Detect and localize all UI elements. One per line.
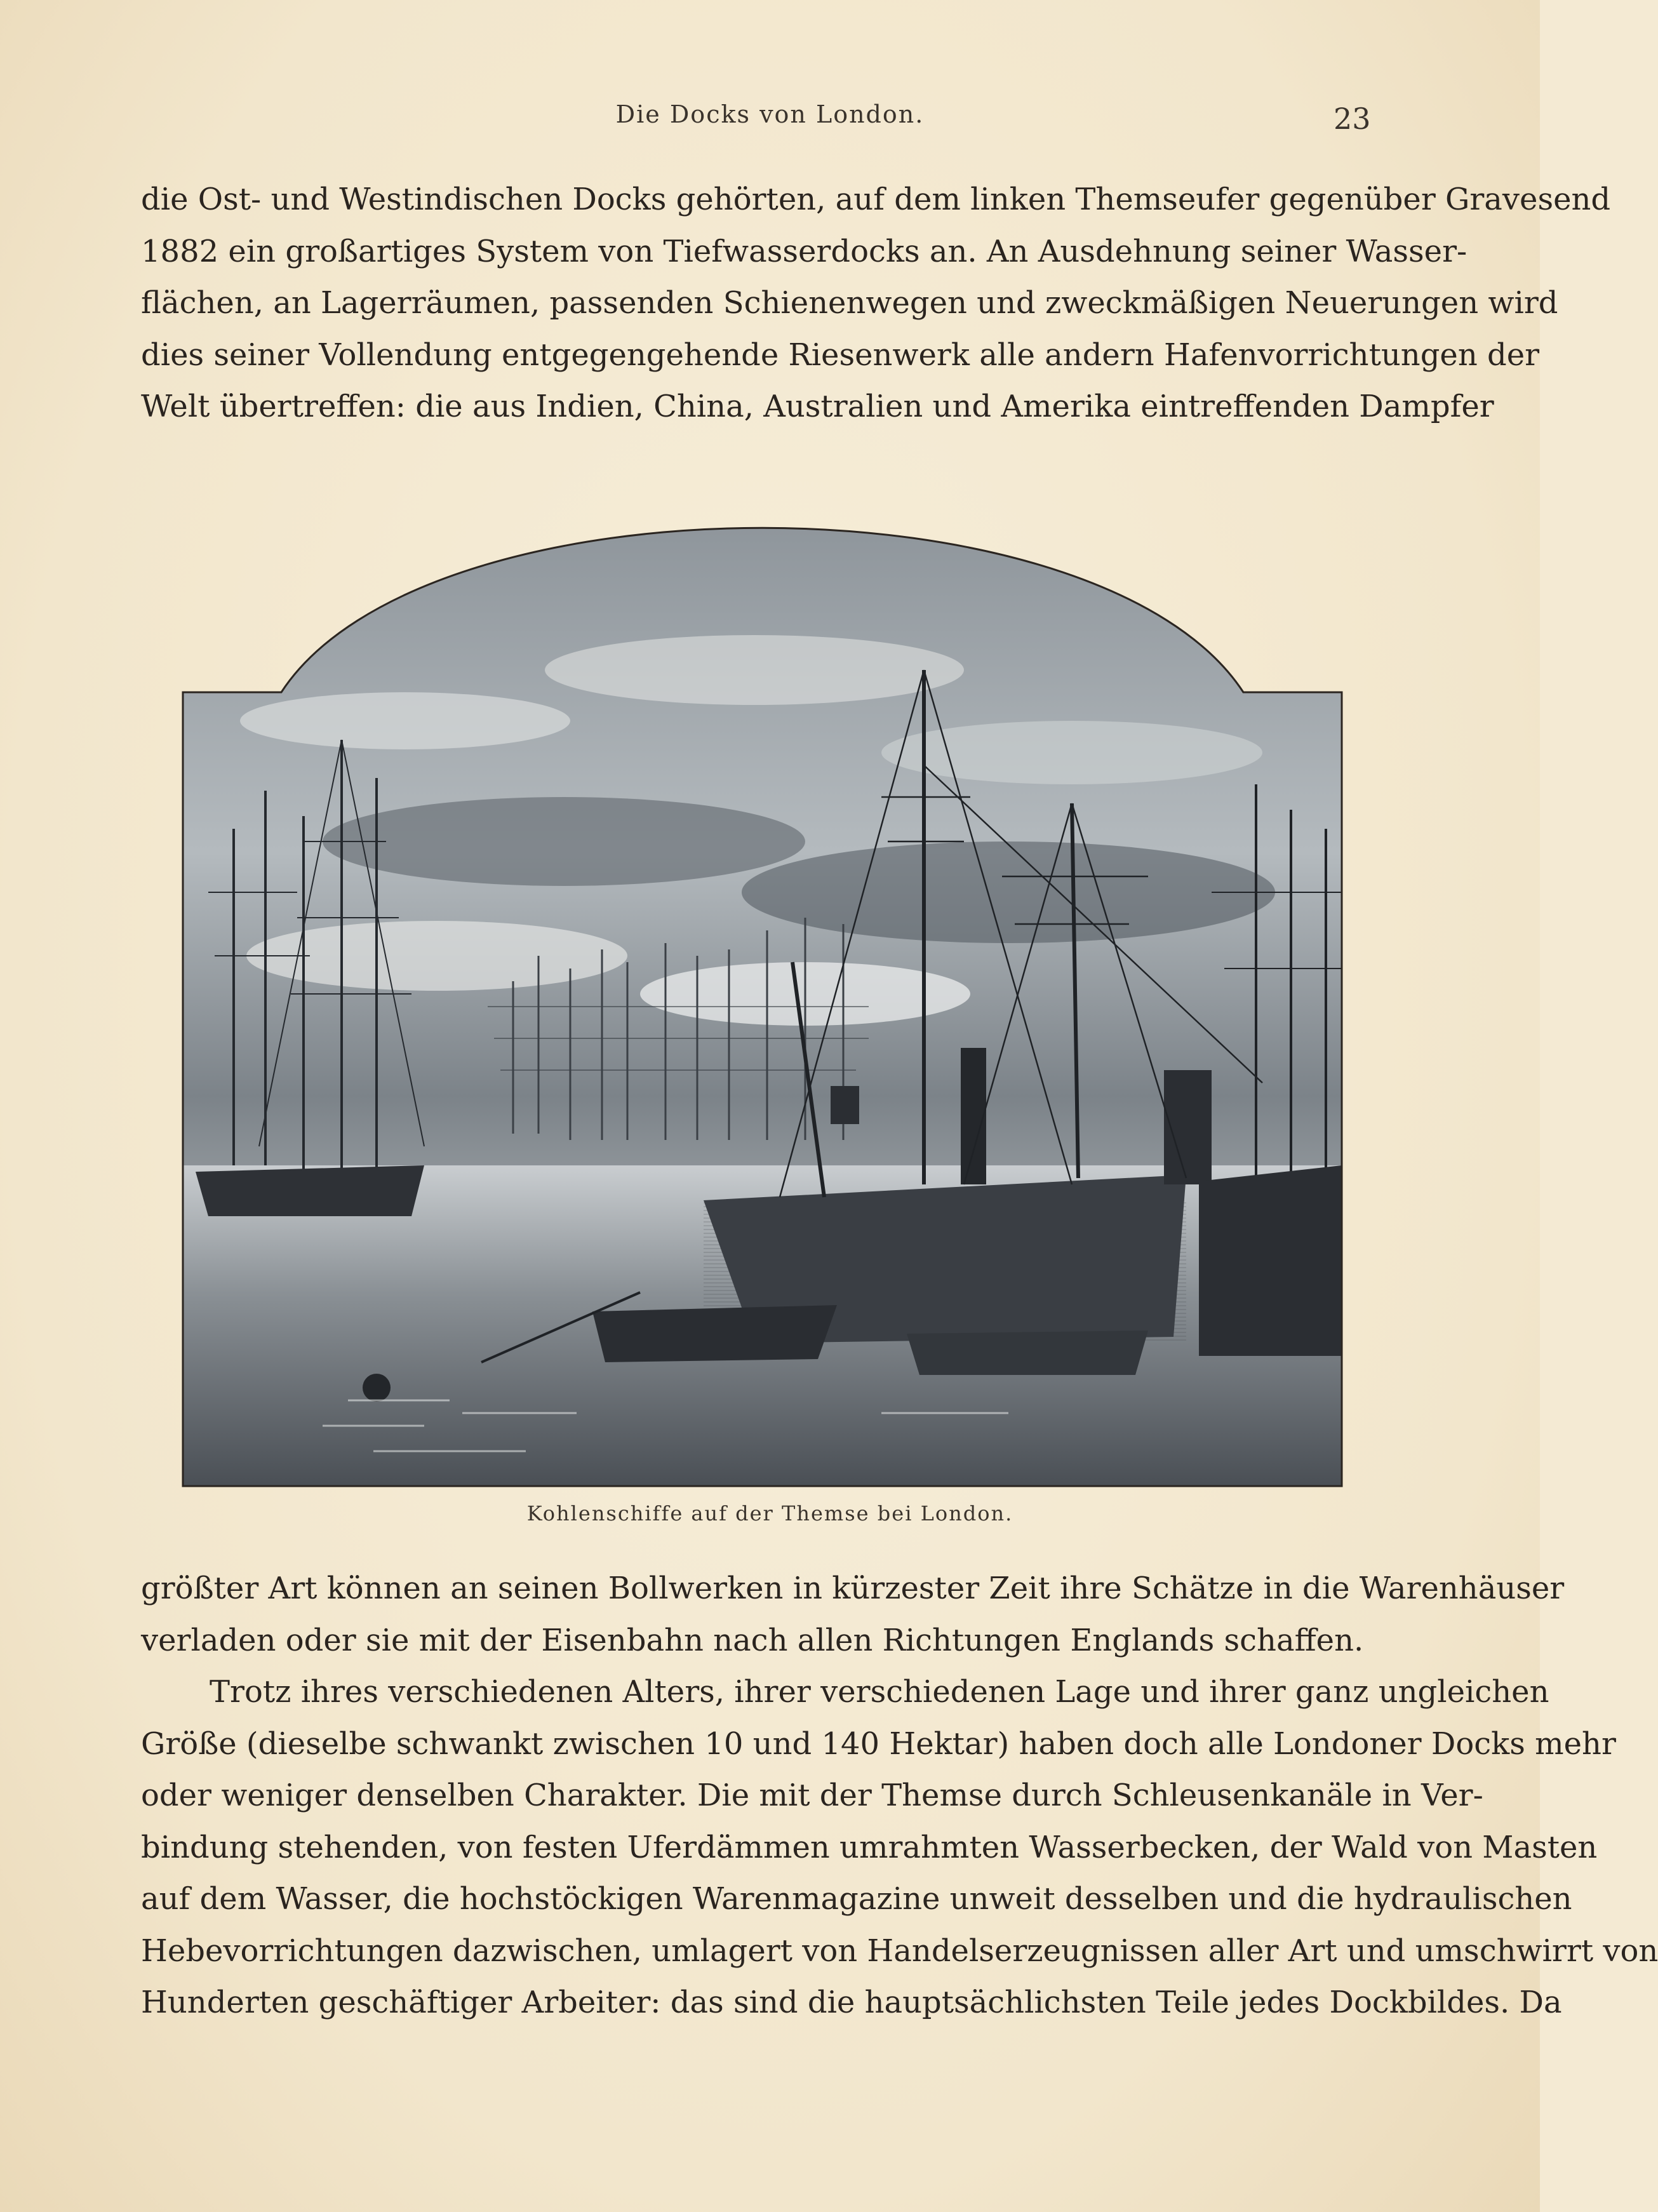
text-line: 1882 ein großartiges System von Tiefwasserdocks an. An Ausdehnung seiner Wasser- <box>141 233 1467 269</box>
figure-caption: Kohlenschiffe auf der Themse bei London. <box>526 1501 1013 1525</box>
text-line: Hunderten geschäftiger Arbeiter: das sind die hauptsächlichsten Teile jedes Dockbildes. Da <box>141 1985 1562 2020</box>
text-line: bindung stehenden, von festen Uferdämmen umrahmten Wasserbecken, der Wald von Masten <box>141 1829 1598 1865</box>
harbor-engraving-image <box>183 511 1342 1486</box>
page-number: 23 <box>1334 102 1371 136</box>
text-line: dies seiner Vollendung entgegengehende Riesenwerk alle andern Hafenvorrichtungen der <box>141 337 1540 373</box>
paragraph-bottom <box>141 1563 1658 2029</box>
text-line: auf dem Wasser, die hochstöckigen Warenmagazine unweit desselben und die hydraulischen <box>141 1881 1572 1917</box>
running-title: Die Docks von London. <box>615 100 925 128</box>
text-line: verladen oder sie mit der Eisenbahn nach allen Richtungen Englands schaffen. <box>141 1622 1364 1658</box>
text-line: flächen, an Lagerräumen, passenden Schienenwegen und zweckmäßigen Neuerungen wird <box>141 285 1558 321</box>
engraving-illustration <box>183 511 1342 1486</box>
text-line: größter Art können an seinen Bollwerken in kürzester Zeit ihre Schätze in die Warenhäuser <box>141 1571 1565 1606</box>
text-line: die Ost- und Westindischen Docks gehörten, auf dem linken Themseufer gegenüber Gravesend <box>141 182 1611 217</box>
text-line: Trotz ihres verschiedenen Alters, ihrer verschiedenen Lage und ihrer ganz ungleichen <box>210 1674 1549 1710</box>
text-line: Welt übertreffen: die aus Indien, China, Australien und Amerika eintreffenden Dampfer <box>141 389 1494 424</box>
text-line: oder weniger denselben Charakter. Die mit der Themse durch Schleusenkanäle in Ver- <box>141 1778 1483 1813</box>
text-line: Hebevorrichtungen dazwischen, umlagert von Handelserzeugnissen aller Art und umschwirrt von <box>141 1933 1658 1969</box>
text-line: Größe (dieselbe schwankt zwischen 10 und 140 Hektar) haben doch alle Londoner Docks mehr <box>141 1726 1616 1762</box>
paragraph-top <box>141 174 1611 433</box>
